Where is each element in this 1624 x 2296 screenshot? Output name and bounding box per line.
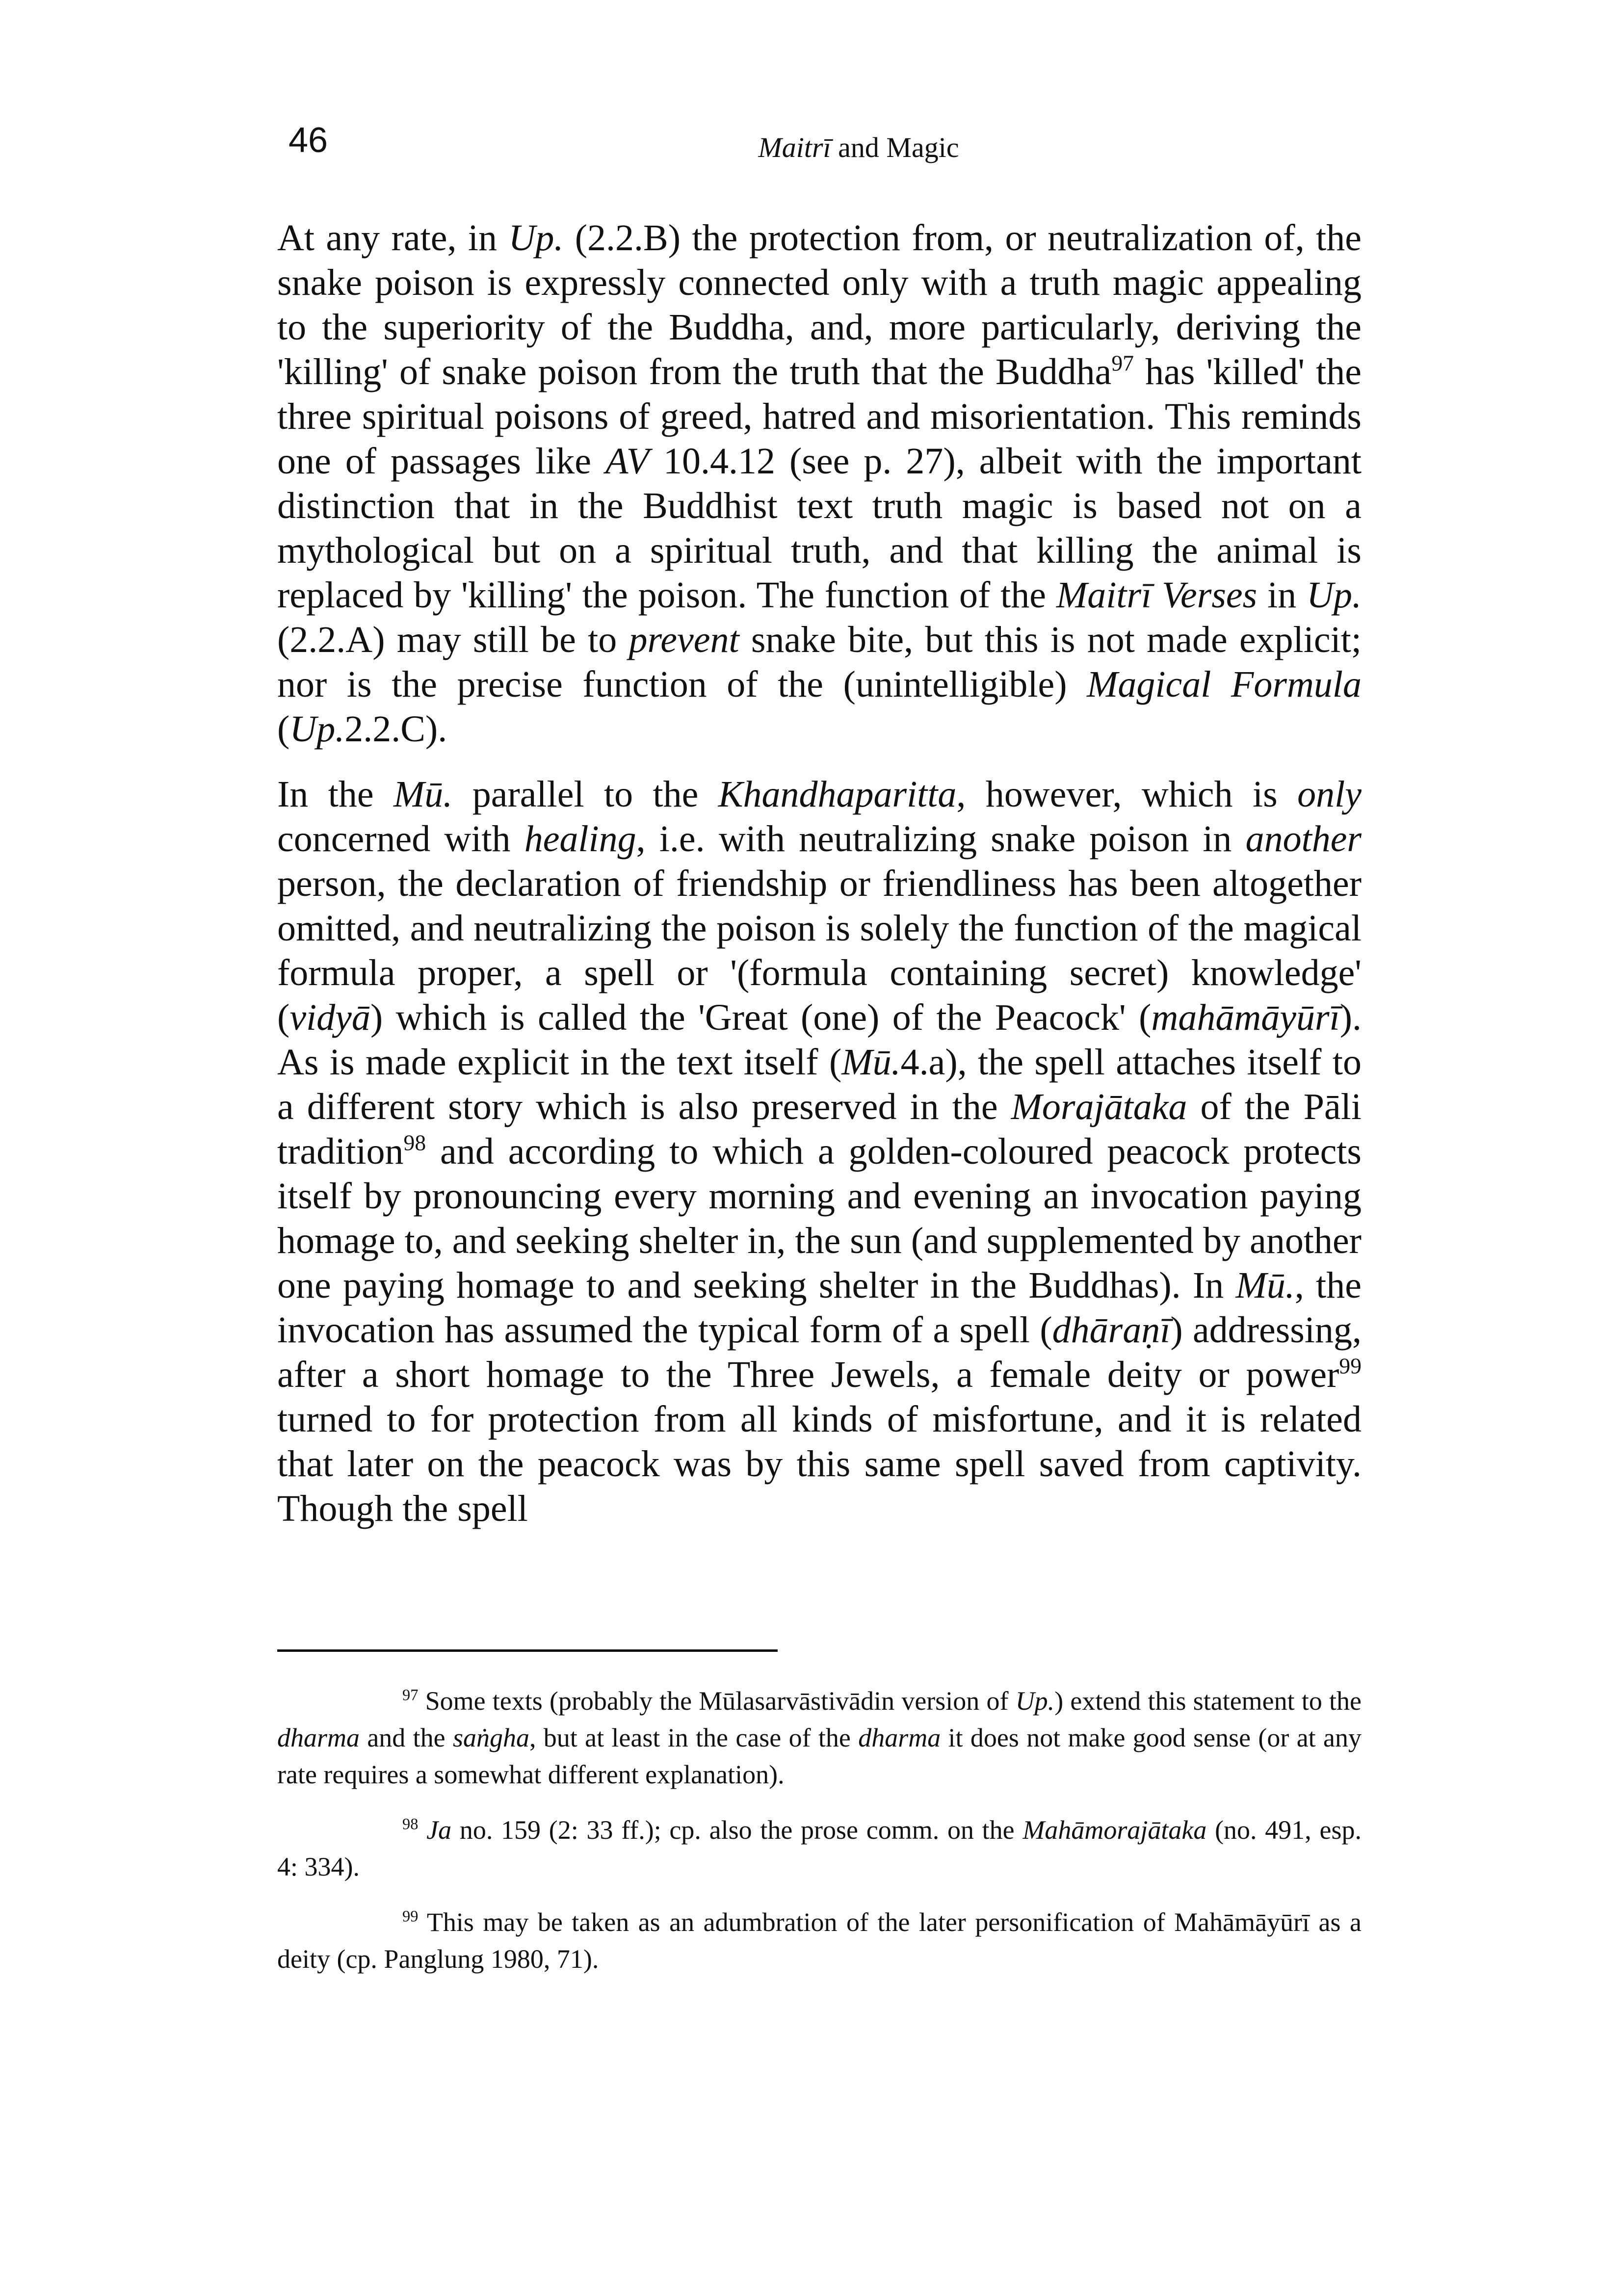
italic-term: dhāraṇī <box>1052 1309 1171 1351</box>
running-head-rest: and Magic <box>831 131 959 163</box>
text-run: it does not make good sense (or at any rate requires a somewhat different explanation). <box>277 1723 1362 1789</box>
main-text <box>277 216 1362 1552</box>
italic-term: Maitrī Verses <box>1056 574 1257 616</box>
italic-term: Magical Formula <box>1087 664 1362 705</box>
paragraph-1 <box>277 216 1362 752</box>
text-run: parallel to the <box>452 774 718 815</box>
text-run: no. 159 (2: 33 ff.); cp. also the prose comm. on the <box>451 1815 1023 1845</box>
text-run: has 'killed' the three spiritual poisons of greed, hatred and misorientation. This reminds one of passages like <box>277 351 1362 482</box>
text-run <box>418 1815 426 1845</box>
text-run: in <box>1257 574 1307 616</box>
text-run: turned to for protection from all kinds of misfortune, and it is related that later on the peacock was by this same spell saved from captivity. Though the spell <box>277 1399 1362 1529</box>
text-run: concerned with <box>277 818 524 860</box>
text-run: In the <box>277 774 393 815</box>
italic-term: vidyā <box>289 997 370 1038</box>
italic-term: Up. <box>289 708 345 750</box>
italic-term: Up. <box>508 217 564 259</box>
italic-term: Mū. <box>841 1042 901 1083</box>
italic-term: AV <box>605 441 650 482</box>
footnote-separator <box>277 1649 778 1652</box>
text-run: (no. 491, esp. 4: 334). <box>277 1815 1362 1881</box>
italic-term: Khandhaparitta <box>718 774 957 815</box>
footnotes <box>277 1683 1362 1996</box>
italic-term: Mahāmorajātaka <box>1022 1815 1207 1845</box>
italic-term: another <box>1245 818 1362 860</box>
italic-term: Up. <box>1307 574 1362 616</box>
text-run: At any rate, in <box>277 217 509 259</box>
italic-term: saṅgha <box>452 1723 529 1752</box>
footnote-number: 97 <box>402 1686 419 1704</box>
italic-term: only <box>1297 774 1362 815</box>
text-run: , i.e. with neutralizing snake poison in <box>636 818 1246 860</box>
italic-term: dharma <box>277 1723 360 1752</box>
text-run: This may be taken as an adumbration of the later personification of Mahāmāyūrī as a deity (cp. Panglung 1980, 71). <box>277 1907 1362 1974</box>
footnote-ref-98[interactable]: 98 <box>403 1130 426 1155</box>
text-run: person, the declaration of friendship or friendliness has been altogether omitted, and neutralizing the poison is solely the function of the magical formula proper, a spell or '(formula containing secret) knowledge' ( <box>277 863 1362 1038</box>
running-head-italic: Maitrī <box>758 131 831 163</box>
italic-term: Morajātaka <box>1011 1086 1187 1127</box>
text-run: ) which is called the 'Great (one) of the Peacock' ( <box>370 997 1152 1038</box>
italic-term: Up. <box>1015 1686 1055 1716</box>
italic-term: prevent <box>629 619 739 660</box>
text-run: 2.2.C). <box>344 708 447 750</box>
italic-term: healing <box>524 818 636 860</box>
footnote-98 <box>277 1812 1362 1885</box>
text-run: ). As is made explicit in the text itself ( <box>277 997 1362 1083</box>
text-run: , the invocation has assumed the typical form of a spell ( <box>277 1265 1362 1351</box>
text-run: ) extend this statement to the <box>1054 1686 1362 1716</box>
footnote-number: 98 <box>402 1815 419 1833</box>
italic-term: dharma <box>858 1723 941 1752</box>
footnote-97 <box>277 1683 1362 1793</box>
text-run: (2.2.B) the protection from, or neutralization of, the snake poison is expressly connected only with a truth magic appealing to the superiority of the Buddha, and, more particularly, deriving the 'killing' of snake poison from the truth that the Buddha <box>277 217 1362 392</box>
text-run: 4.a), the spell attaches itself to a different story which is also preserved in the <box>277 1042 1362 1127</box>
italic-term: Mū. <box>393 774 453 815</box>
page-number: 46 <box>288 121 328 160</box>
italic-term: Mū. <box>1235 1265 1295 1306</box>
text-run: ( <box>277 708 290 750</box>
text-run: Some texts (probably the Mūlasarvāstivādin version of <box>418 1686 1016 1716</box>
text-run: 10.4.12 (see p. 27), albeit with the important distinction that in the Buddhist text truth magic is based not on a mythological but on a spiritual truth, and that killing the animal is replaced by 'killing' the poison. The function of the <box>277 441 1362 616</box>
text-run: , but at least in the case of the <box>529 1723 859 1752</box>
text-run: , however, which is <box>956 774 1298 815</box>
paragraph-2 <box>277 772 1362 1531</box>
italic-term: mahāmāyūrī <box>1151 997 1340 1038</box>
footnote-number: 99 <box>402 1907 419 1926</box>
text-run: ) addressing, after a short homage to the Three Jewels, a female deity or power <box>277 1309 1362 1395</box>
italic-term: Ja <box>426 1815 452 1845</box>
running-head <box>589 133 1128 162</box>
footnote-ref-97[interactable]: 97 <box>1111 350 1134 376</box>
text-run: of the Pāli tradition <box>277 1086 1362 1172</box>
footnote-ref-99[interactable]: 99 <box>1339 1353 1362 1379</box>
text-run: snake bite, but this is not made explicit; nor is the precise function of the (unintelligible) <box>277 619 1362 705</box>
text-run: and the <box>360 1723 453 1752</box>
text-run: (2.2.A) may still be to <box>277 619 629 660</box>
text-run: and according to which a golden-coloured peacock protects itself by pronouncing every morning and evening an invocation paying homage to, and seeking shelter in, the sun (and supplemented by another one paying homage to and seeking shelter in the Buddhas). In <box>277 1131 1362 1306</box>
footnote-99 <box>277 1904 1362 1978</box>
